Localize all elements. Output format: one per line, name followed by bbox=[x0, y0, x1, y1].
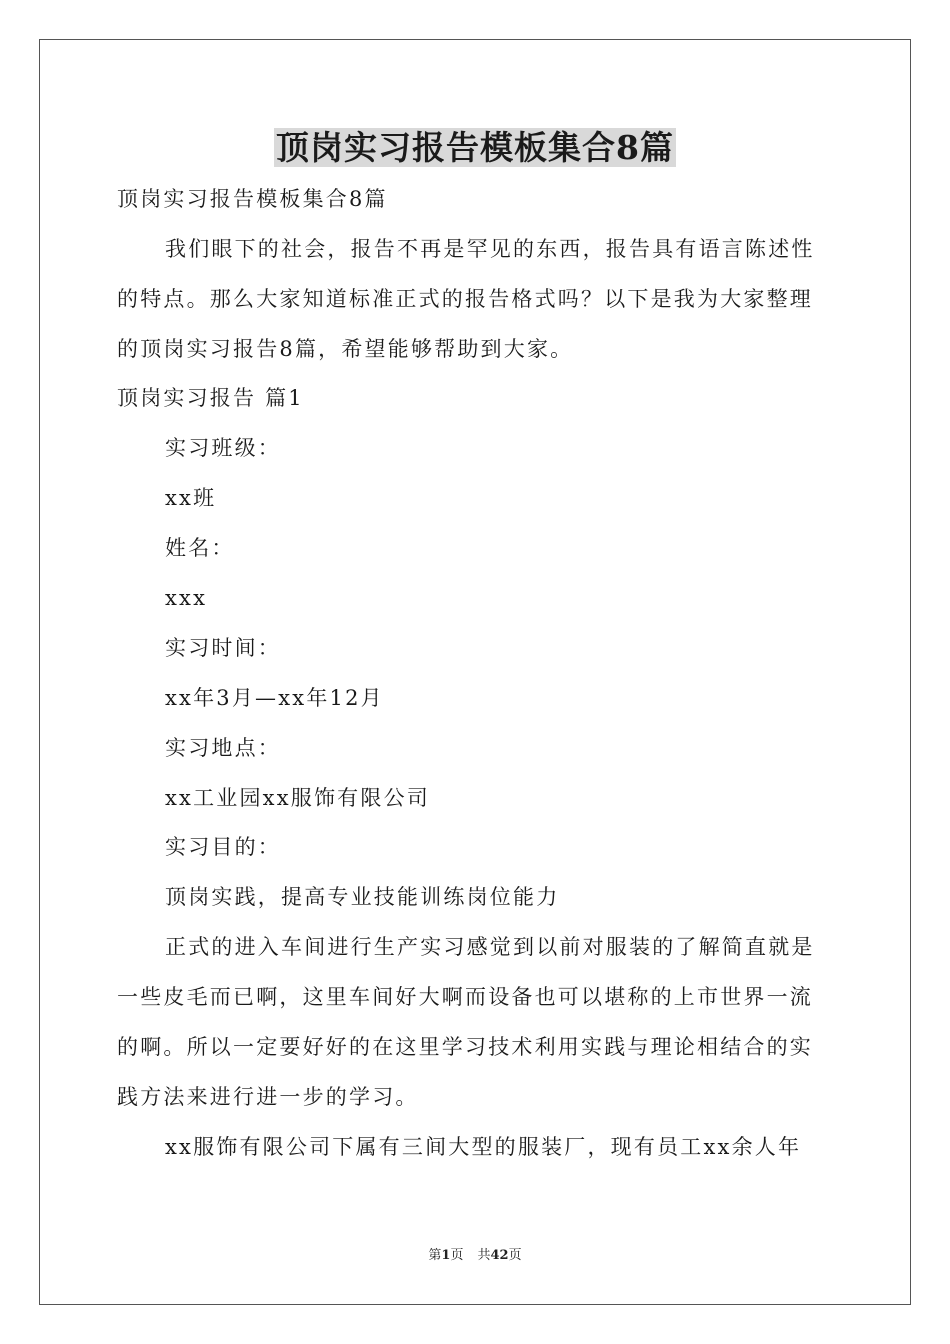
paragraph-line: 的啊。所以一定要好好的在这里学习技术利用实践与理论相结合的实 bbox=[117, 1035, 813, 1059]
paragraph-line: 一些皮毛而已啊，这里车间好大啊而设备也可以堪称的上市世界一流 bbox=[117, 985, 813, 1009]
field-label: 姓名： bbox=[165, 536, 235, 560]
paragraph-line: 的特点。那么大家知道标准正式的报告格式吗？以下是我为大家整理 bbox=[117, 287, 813, 311]
field-value: xx年3月—xx年12月 bbox=[165, 686, 384, 710]
subtitle-line: 顶岗实习报告模板集合8篇 bbox=[117, 187, 388, 211]
footer-page-number: 1 bbox=[441, 1248, 451, 1263]
field-value: 顶岗实践，提高专业技能训练岗位能力 bbox=[165, 885, 560, 909]
field-label: 实习地点： bbox=[165, 736, 281, 760]
section-heading: 顶岗实习报告 篇1 bbox=[117, 386, 304, 410]
field-label: 实习班级： bbox=[165, 436, 281, 460]
page-border bbox=[39, 39, 911, 1305]
paragraph-line: 正式的进入车间进行生产实习感觉到以前对服装的了解简直就是 bbox=[165, 935, 815, 959]
footer-total-pages: 42 bbox=[490, 1248, 509, 1263]
document-title-text: 顶岗实习报告模板集合8篇 bbox=[276, 128, 674, 167]
field-value: xx工业园xx服饰有限公司 bbox=[165, 786, 430, 810]
paragraph-line: 践方法来进行进一步的学习。 bbox=[117, 1085, 419, 1109]
footer-page-suffix: 页 bbox=[450, 1248, 464, 1263]
page-footer bbox=[0, 1247, 950, 1265]
footer-page-prefix: 第 bbox=[428, 1248, 442, 1263]
paragraph-line: 的顶岗实习报告8篇，希望能够帮助到大家。 bbox=[117, 337, 574, 361]
field-value: xx班 bbox=[165, 486, 217, 510]
field-value: xxx bbox=[165, 586, 208, 610]
footer-total-prefix: 共 bbox=[477, 1248, 491, 1263]
field-label: 实习目的： bbox=[165, 835, 281, 859]
field-label: 实习时间： bbox=[165, 636, 281, 660]
paragraph-line: xx服饰有限公司下属有三间大型的服装厂，现有员工xx余人年 bbox=[165, 1135, 802, 1159]
document-title bbox=[0, 126, 950, 170]
paragraph-line: 我们眼下的社会，报告不再是罕见的东西，报告具有语言陈述性 bbox=[165, 237, 815, 261]
footer-total-suffix: 页 bbox=[508, 1248, 522, 1263]
